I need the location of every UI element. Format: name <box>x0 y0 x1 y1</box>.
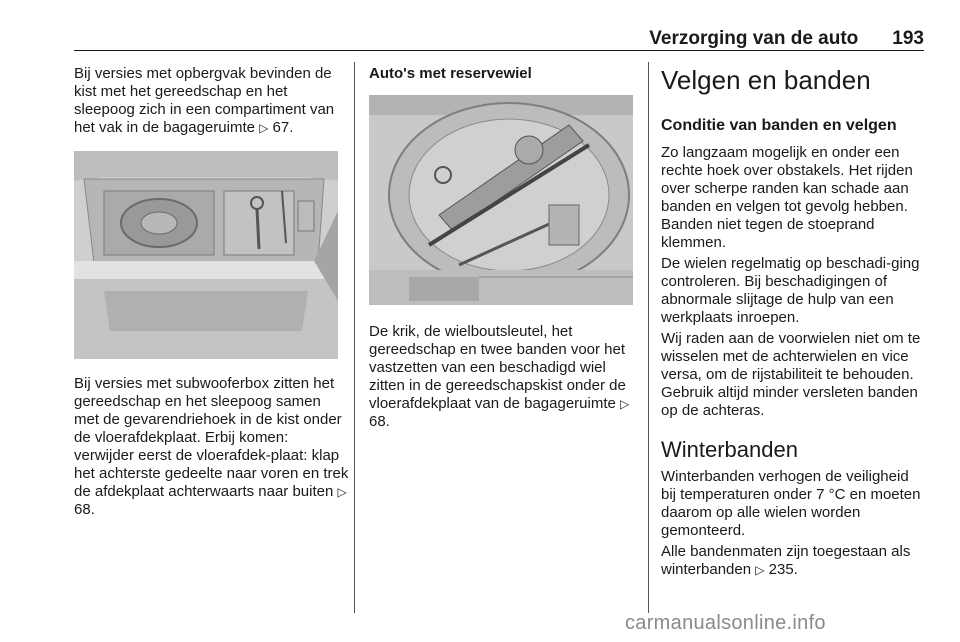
page-reference-arrow-icon: ▷ <box>755 563 765 577</box>
header-title: Verzorging van de auto <box>649 28 859 49</box>
page-reference-arrow-icon: ▷ <box>337 485 347 499</box>
paragraph: Winterbanden verhogen de veiligheid bij temperaturen onder 7 °C en moeten daarom op alle wielen worden gemonteerd. <box>661 468 921 539</box>
watermark: carmanualsonline.info <box>625 612 826 634</box>
page-number: 193 <box>892 28 924 49</box>
column-3 <box>661 64 925 579</box>
page-reference-arrow-icon: ▷ <box>620 397 630 411</box>
section-title: Winterbanden <box>661 437 798 462</box>
page-header <box>74 28 924 52</box>
paragraph: Zo langzaam mogelijk en onder een rechte hoek over obstakels. Het rijden over scherpe randen kan schade aan banden en velgen tot gevolg hebben. Banden niet tegen de stoeprand klemmen. <box>661 144 913 251</box>
column-divider-1 <box>354 62 355 613</box>
paragraph: De krik, de wielboutsleutel, het gereedschap en twee banden voor het vastzetten van een beschadigd wiel zitten in de gereedschapskist onder de vloerafdekplaat van de bagageruimte ▷ 68. <box>369 323 630 430</box>
section-heading: Conditie van banden en velgen <box>661 117 897 134</box>
section-heading: Auto's met reservewiel <box>369 65 532 82</box>
trunk-tool-compartment-figure <box>74 151 338 359</box>
page-reference[interactable]: 68. <box>74 501 95 518</box>
spare-wheel-tool-kit-figure <box>369 95 633 305</box>
trunk-illustration <box>74 151 338 359</box>
page-reference[interactable]: 235. <box>768 561 798 578</box>
page-reference[interactable]: 67. <box>272 119 294 136</box>
paragraph: Wij raden aan de voorwielen niet om te wisselen met de achterwielen en vice versa, om de rijstabiliteit te behouden. Gebruik altijd minder versleten banden op de achteras. <box>661 330 921 419</box>
column-divider-2 <box>648 62 649 613</box>
header-divider <box>74 50 924 51</box>
page-reference-arrow-icon: ▷ <box>259 121 269 135</box>
paragraph: Alle bandenmaten zijn toegestaan als winterbanden ▷ 235. <box>661 543 911 578</box>
spare-wheel-illustration <box>369 95 633 305</box>
chapter-title: Velgen en banden <box>661 65 871 95</box>
paragraph: Bij versies met subwooferbox zitten het gereedschap en het sleepoog samen met de gevarendriehoek in de kist onder de vloerafdekplaat. Erbij komen: verwijder eerst de vloerafdek-plaat: klap het achterste gedeelte naar voren en trek de afdekplaat achterwaarts naar buiten ▷ 68. <box>74 375 349 518</box>
paragraph: Bij versies met opbergvak bevinden de kist met het gereedschap en het sleepoog zich in een compartiment van het vak in de bagageruimte ▷ 67. <box>74 65 335 136</box>
paragraph: De wielen regelmatig op beschadi-ging controleren. Bij beschadigingen of abnormale slijtage de hulp van een werkplaats inroepen. <box>661 255 920 326</box>
column-2 <box>369 65 633 431</box>
page-reference[interactable]: 68. <box>369 413 390 430</box>
column-1 <box>74 65 350 519</box>
